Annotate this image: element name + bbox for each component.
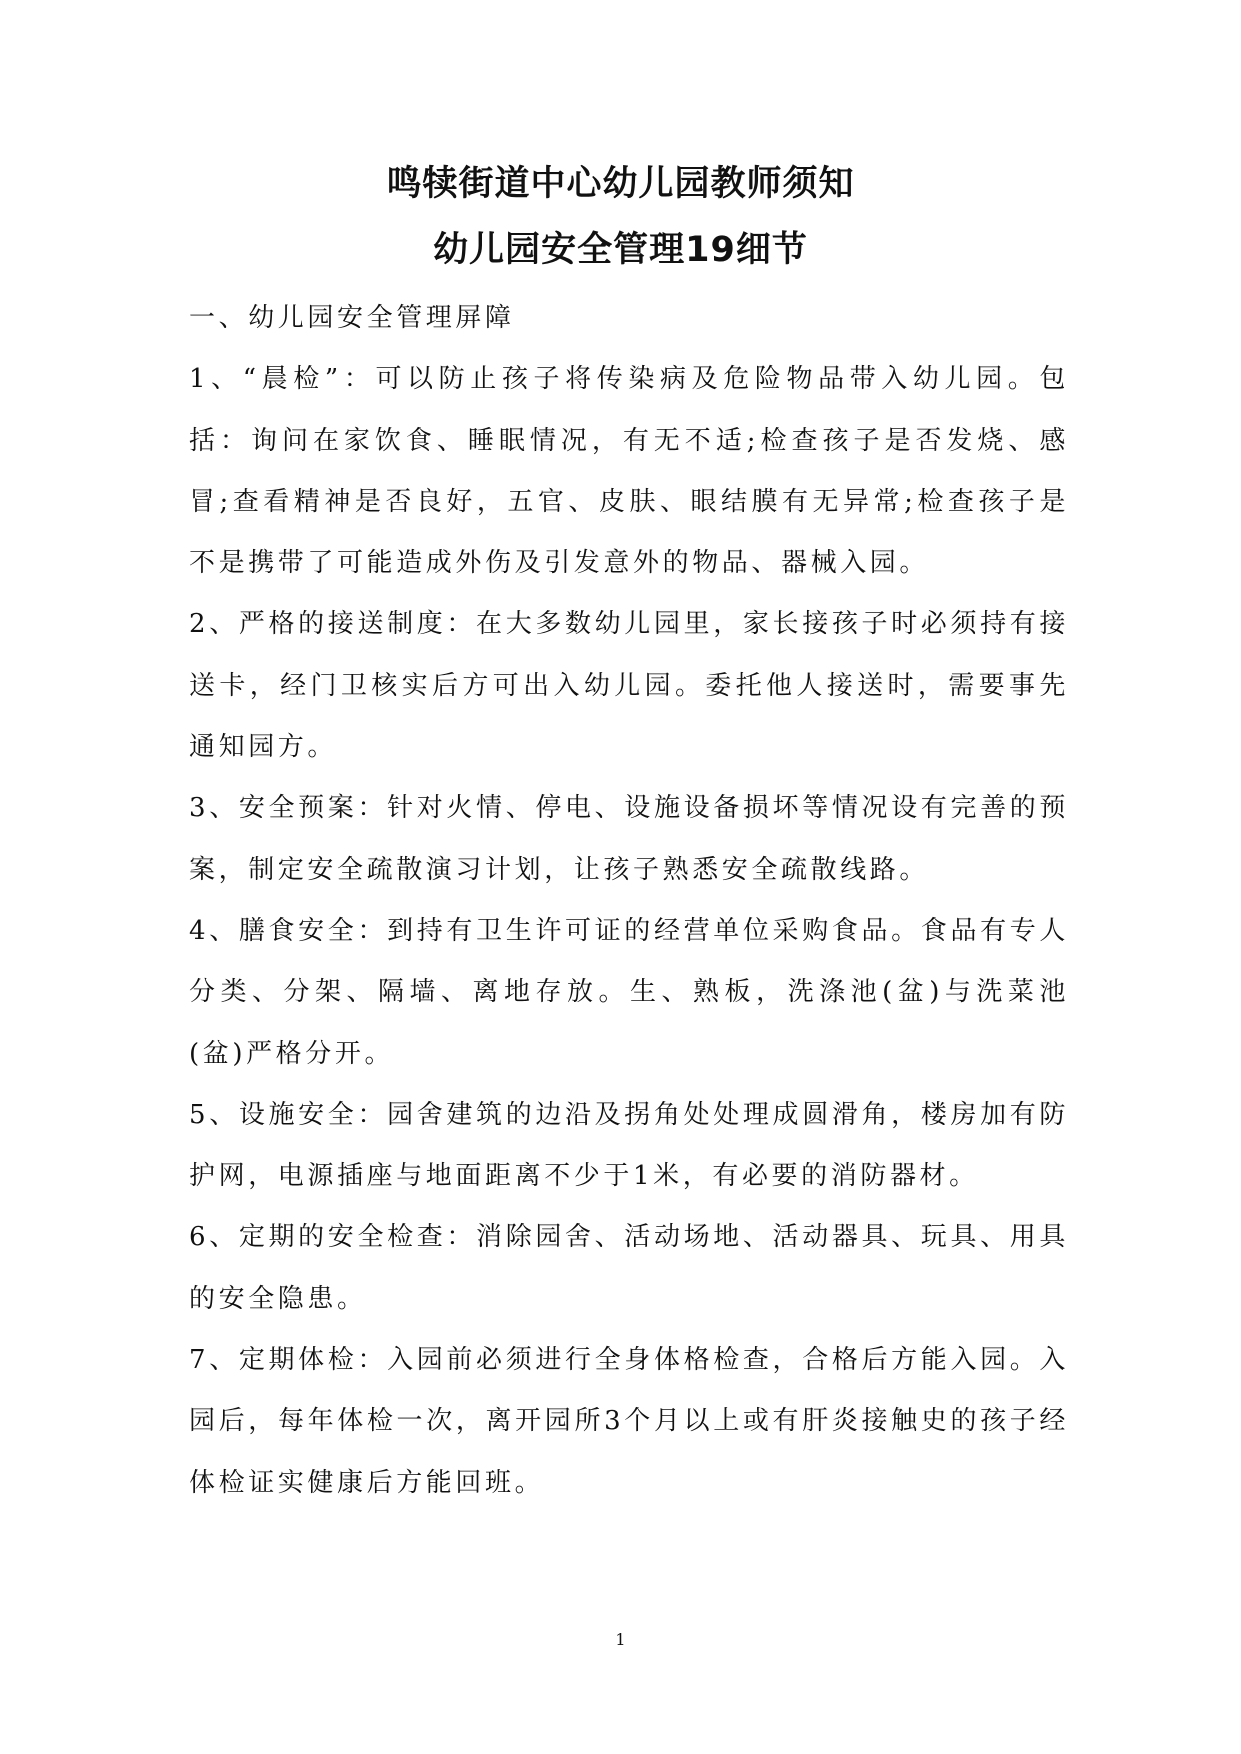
document-subtitle: 幼儿园安全管理19细节 [433, 230, 808, 270]
document-body [189, 288, 1069, 1514]
section-heading: 一、幼儿园安全管理屏障 [189, 303, 515, 333]
paragraph-4: 4、膳食安全：到持有卫生许可证的经营单位采购食品。食品有专人分类、分架、隔墙、离地存放。生、熟板，洗涤池(盆)与洗菜池(盆)严格分开。 [189, 915, 1069, 1069]
paragraph-5: 5、设施安全：园舍建筑的边沿及拐角处处理成圆滑角，楼房加有防护网，电源插座与地面距离不少于1米，有必要的消防器材。 [189, 1099, 1069, 1192]
paragraph-2: 2、严格的接送制度：在大多数幼儿园里，家长接孩子时必须持有接送卡，经门卫核实后方可出入幼儿园。委托他人接送时，需要事先通知园方。 [189, 609, 1069, 763]
document-title: 鸣犊街道中心幼儿园教师须知 [386, 164, 855, 204]
paragraph-6: 6、定期的安全检查：消除园舍、活动场地、活动器具、玩具、用具的安全隐患。 [189, 1222, 1069, 1314]
paragraph-1: 1、“晨检”：可以防止孩子将传染病及危险物品带入幼儿园。包括：询问在家饮食、睡眠情况，有无不适;检查孩子是否发烧、感冒;查看精神是否良好，五官、皮肤、眼结膜有无异常;检查孩子是不是携带了可能造成外伤及引发意外的物品、器械入园。 [189, 364, 1069, 579]
page-number: 1 [615, 1630, 626, 1649]
paragraph-3: 3、安全预案：针对火情、停电、设施设备损坏等情况设有完善的预案，制定安全疏散演习计划，让孩子熟悉安全疏散线路。 [189, 793, 1069, 885]
paragraph-7: 7、定期体检：入园前必须进行全身体格检查，合格后方能入园。入园后，每年体检一次，离开园所3个月以上或有肝炎接触史的孩子经体检证实健康后方能回班。 [189, 1345, 1069, 1498]
